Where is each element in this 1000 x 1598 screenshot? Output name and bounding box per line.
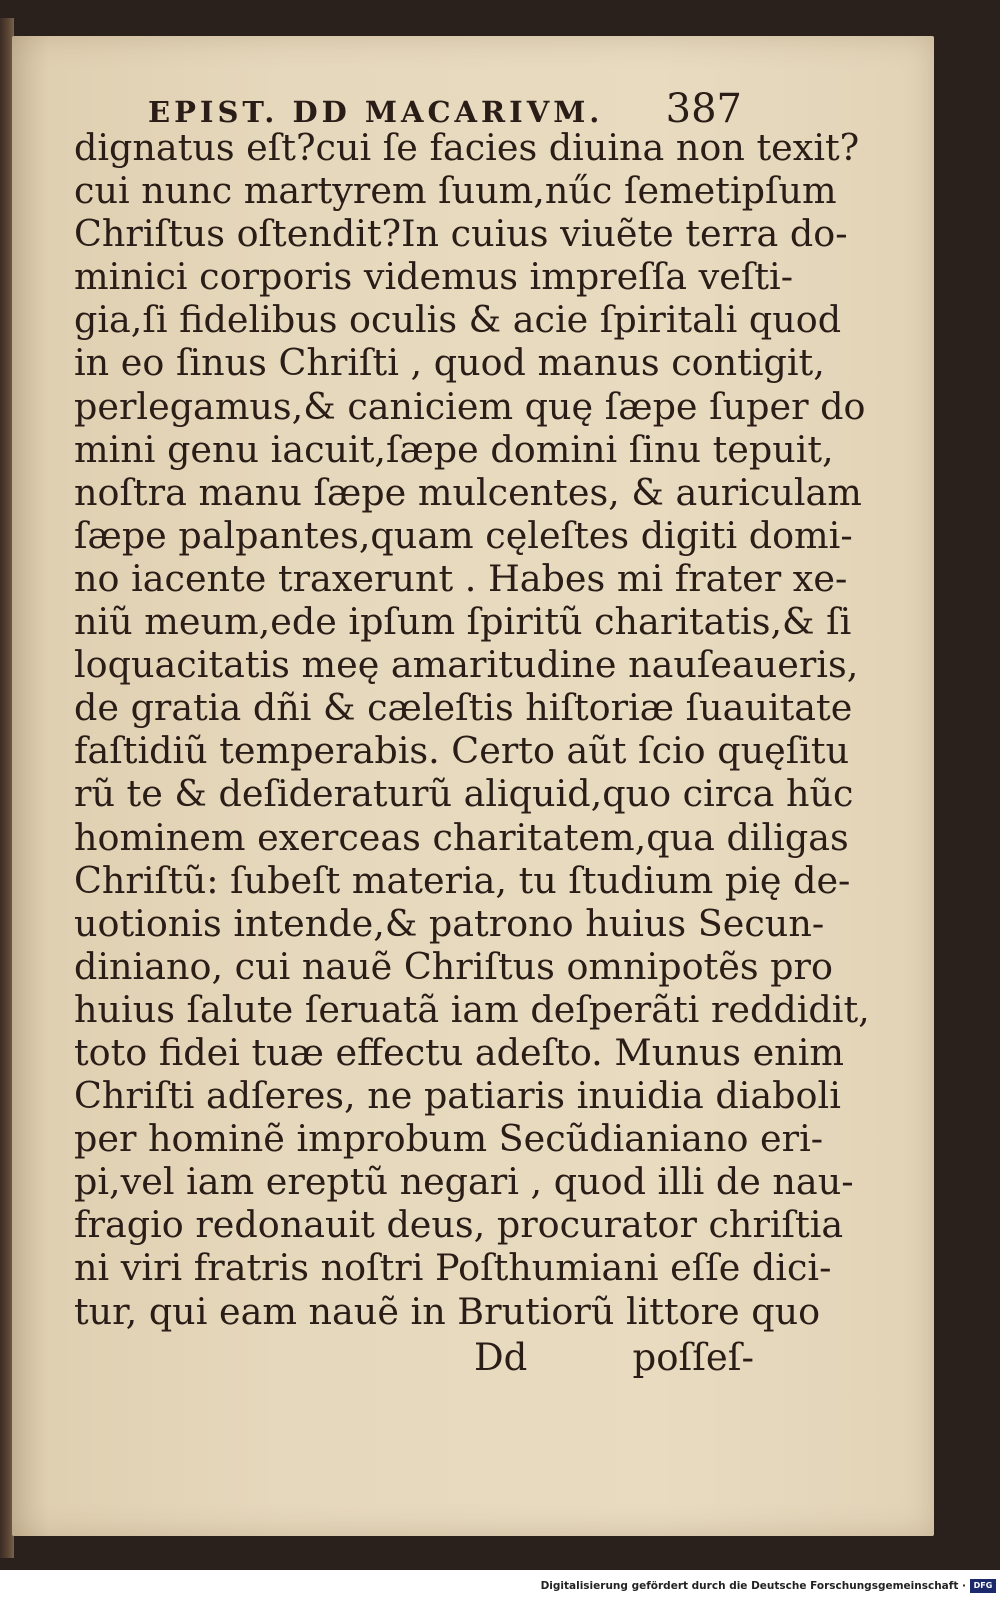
text-line: toto fidei tuæ effectu adeſto. Munus enim [74, 1030, 844, 1074]
text-line: pi,vel iam ereptũ negari , quod illi de nau- [74, 1160, 854, 1204]
text-line: niũ meum,ede ipſum ſpiritũ charitatis,& ſi [74, 600, 852, 644]
text-line: de gratia dñi & cæleſtis hiſtoriæ ſuauitate [74, 686, 853, 730]
text-line: tur, qui eam nauẽ in Brutiorũ littore quo [74, 1289, 821, 1333]
catchword: poſſeſ- [632, 1336, 754, 1379]
text-line: Chriſti adſeres, ne patiaris inuidia diaboli [74, 1074, 841, 1118]
text-line: ni viri fratris noſtri Poſthumiani eſſe dici- [74, 1246, 832, 1290]
page-number: 387 [665, 86, 742, 132]
text-line: hominem exerceas charitatem,qua diligas [74, 815, 849, 859]
text-line: faſtidiũ temperabis. Certo aũt ſcio quęſitu [74, 729, 850, 773]
text-line: mini genu iacuit,ſæpe domini ſinu tepuit, [74, 427, 834, 471]
text-line: minici corporis videmus impreſſa veſti- [74, 255, 794, 299]
signature-line [74, 1336, 754, 1386]
text-line: ſæpe palpantes,quam cęleſtes digiti domi- [74, 513, 853, 557]
dfg-logo: DFG [970, 1579, 996, 1593]
text-line: diniano, cui nauẽ Chriſtus omnipotẽs pro [74, 944, 833, 988]
text-line: fragio redonauit deus, procurator chriſtia [74, 1203, 844, 1247]
footer-credit: Digitalisierung gefördert durch die Deutsche Forschungsgemeinschaft · [540, 1580, 966, 1592]
footer-bar [0, 1578, 1000, 1598]
text-line: noſtra manu ſæpe mulcentes, & auriculam [74, 470, 862, 514]
text-line: no iacente traxerunt . Habes mi frater xe- [74, 556, 848, 600]
text-line: Chriſtus oſtendit?In cuius viuẽte terra do- [74, 212, 848, 256]
body-text [74, 126, 870, 1333]
text-line: huius ſalute ſeruatã iam deſperãti reddidit, [74, 987, 870, 1031]
running-head: EPIST. DD MACARIVM. [148, 95, 604, 129]
signature-mark: Dd [474, 1336, 528, 1379]
text-line: gia,ſi fidelibus oculis & acie ſpiritali quod [74, 298, 842, 342]
text-line: per hominẽ improbum Secũdianiano eri- [74, 1117, 824, 1161]
page-header [148, 86, 748, 132]
text-line: rũ te & deſideraturũ aliquid,quo circa hũc [74, 772, 854, 816]
text-line: in eo ſinus Chriſti , quod manus contigit, [74, 341, 825, 385]
text-line: uotionis intende,& patrono huius Secun- [74, 901, 825, 945]
text-line: Chriſtũ: ſubeſt materia, tu ſtudium pię de- [74, 858, 851, 902]
text-line: dignatus eſt?cui ſe facies diuina non texit? [74, 126, 860, 169]
text-line: cui nunc martyrem ſuum,nűc ſemetipſum [74, 169, 837, 213]
text-line: loquacitatis meę amaritudine nauſeaueris, [74, 643, 859, 687]
text-line: perlegamus,& caniciem quę ſæpe ſuper do [74, 384, 866, 428]
